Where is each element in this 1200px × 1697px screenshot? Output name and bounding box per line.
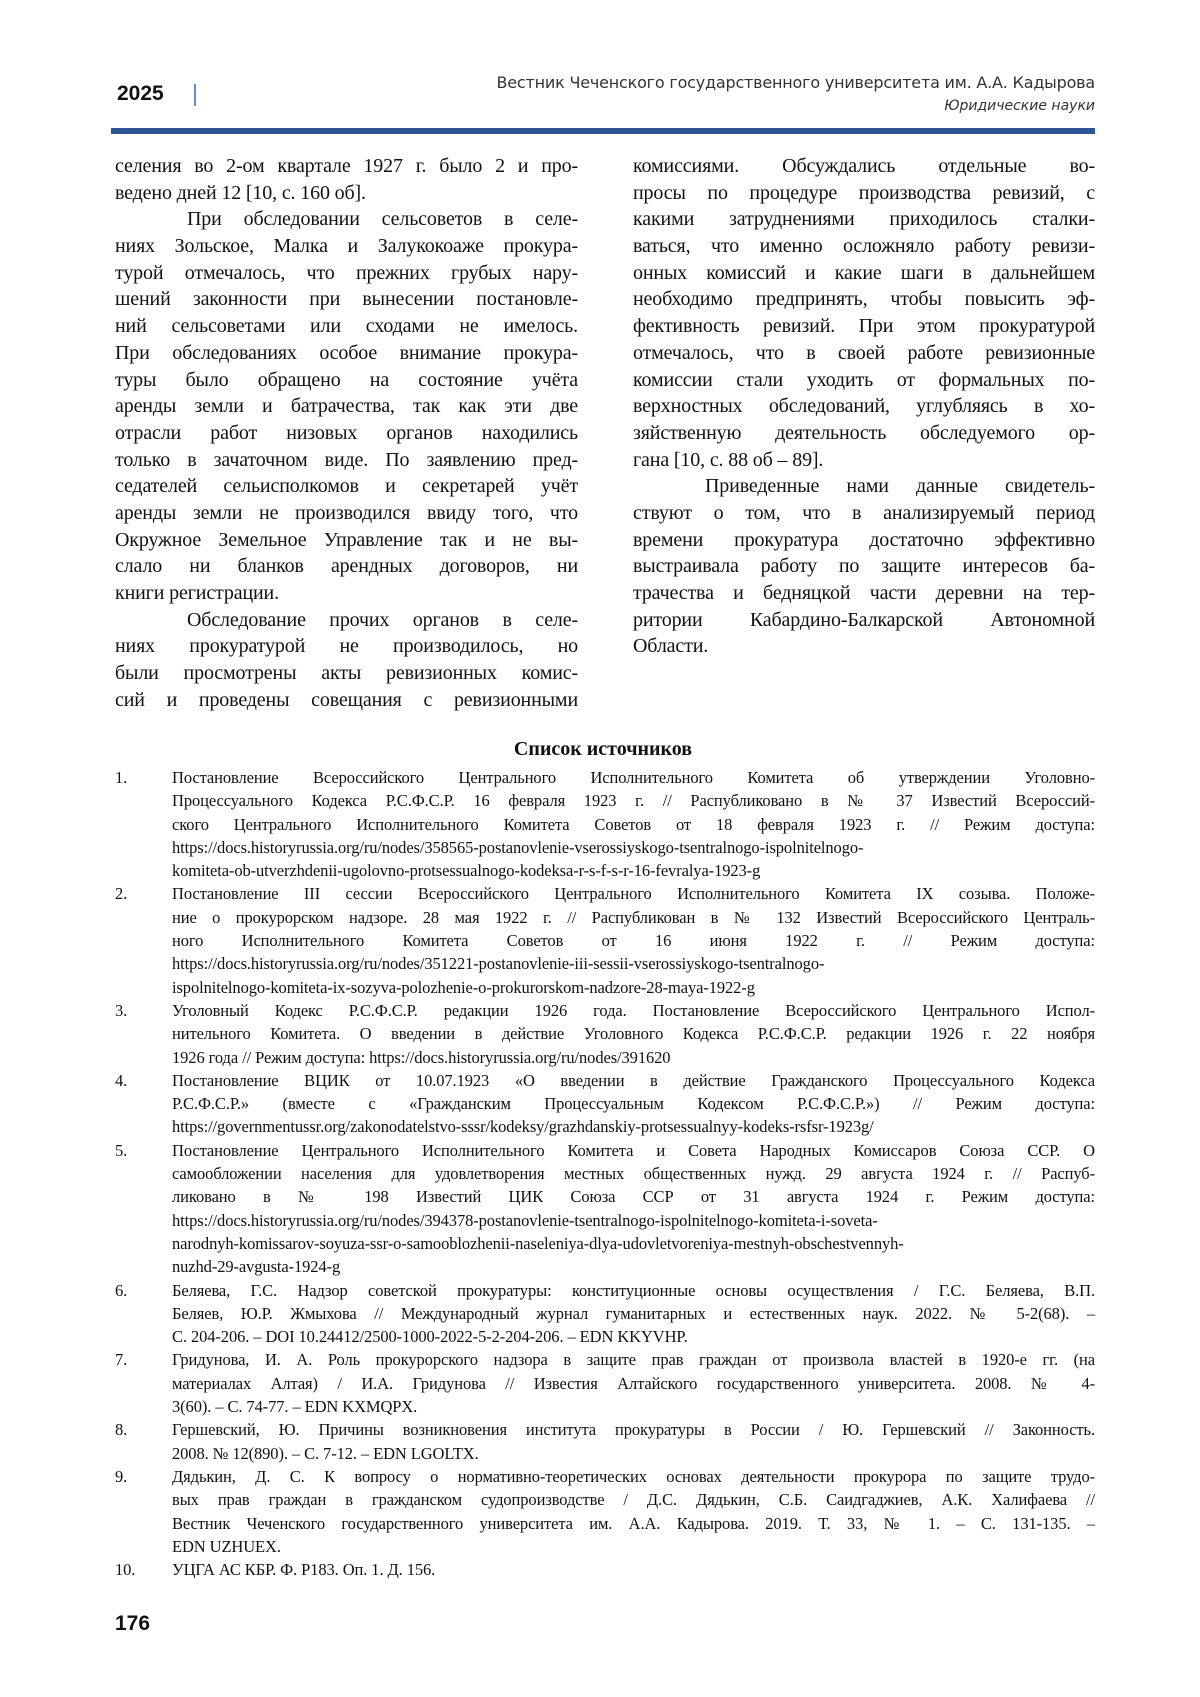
text-line: зяйственную деятельность обследуемого ор- — [633, 420, 1095, 447]
text-line: онных комиссий и какие шаги в дальнейшем — [633, 260, 1095, 287]
body-column-right — [633, 153, 1095, 660]
paragraph — [115, 153, 578, 206]
reference-line: Беляев, Ю.Р. Жмыхова // Международный журнал гуманитарных и естественных наук. 2022. № 5-2(68). – — [172, 1302, 1095, 1325]
text-line: шений законности при вынесении постановле- — [115, 286, 578, 313]
reference-item — [115, 999, 1095, 1069]
text-line: аренды земли не производился ввиду того, что — [115, 500, 578, 527]
text-line: слало ни бланков арендных договоров, ни — [115, 553, 578, 580]
reference-number: 4. — [115, 1069, 127, 1092]
text-line: седателей сельисполкомов и секретарей учёт — [115, 473, 578, 500]
text-line: гана [10, с. 88 об – 89]. — [633, 447, 1095, 474]
text-line: отмечалось, что в своей работе ревизионные — [633, 340, 1095, 367]
reference-number: 5. — [115, 1139, 127, 1162]
reference-line: 3(60). – С. 74-77. – EDN KXMQPX. — [172, 1395, 1095, 1418]
text-line: ваться, что именно осложняло работу ревизи- — [633, 233, 1095, 260]
text-line: туры было обращено на состояние учёта — [115, 367, 578, 394]
text-line: турой отмечалось, что прежних грубых нару- — [115, 260, 578, 287]
header-rule — [111, 128, 1095, 134]
reference-line: ликовано в № 198 Известий ЦИК Союза ССР от 31 августа 1924 г. Режим доступа: — [172, 1185, 1095, 1208]
issue-year: 2025 — [117, 82, 164, 106]
text-line: какими затруднениями приходилось сталки- — [633, 206, 1095, 233]
text-line: отрасли работ низовых органов находились — [115, 420, 578, 447]
reference-line: https://docs.historyrussia.org/ru/nodes/351221-postanovlenie-iii-sessii-vserossiyskogo-tsentralnogo- — [172, 952, 1095, 975]
reference-line: нительного Комитета. О введении в действие Уголовного Кодекса Р.С.Ф.С.Р. редакции 1926 г. 22 ноября — [172, 1022, 1095, 1045]
reference-item — [115, 1558, 1095, 1581]
reference-line: Постановление Всероссийского Центрального Исполнительного Комитета об утверждении Уголовно- — [172, 766, 1095, 789]
reference-item — [115, 766, 1095, 882]
reference-line: Гершевский, Ю. Причины возникновения института прокуратуры в России / Ю. Гершевский // Законность. — [172, 1418, 1095, 1441]
reference-number: 10. — [115, 1558, 135, 1581]
reference-line: материалах Алтая) / И.А. Гридунова // Известия Алтайского государственного университета. 2008. № 4- — [172, 1372, 1095, 1395]
paragraph — [115, 206, 578, 606]
reference-line: https://docs.historyrussia.org/ru/nodes/394378-postanovlenie-tsentralnogo-ispolnitelnogo-komiteta-i-soveta- — [172, 1209, 1095, 1232]
reference-line: 2008. № 12(890). – С. 7-12. – EDN LGOLTX. — [172, 1442, 1095, 1465]
reference-line: Беляева, Г.С. Надзор советской прокуратуры: конституционные основы осуществления / Г.С. Беляева, В.П. — [172, 1279, 1095, 1302]
text-line: выстраивала работу по защите интересов ба- — [633, 553, 1095, 580]
reference-item — [115, 1418, 1095, 1465]
references-list — [115, 766, 1095, 1581]
reference-line: Дядькин, Д. С. К вопросу о нормативно-теоретических основах деятельности прокурора по защите трудо- — [172, 1465, 1095, 1488]
text-line: ниях Зольское, Малка и Залукокоаже прокура- — [115, 233, 578, 260]
reference-item — [115, 1139, 1095, 1279]
text-line: фективность ревизий. При этом прокуратурой — [633, 313, 1095, 340]
text-line: ний сельсоветами или сходами не имелось. — [115, 313, 578, 340]
reference-line: УЦГА АС КБР. Ф. Р183. Оп. 1. Д. 156. — [172, 1558, 1095, 1581]
reference-line: Уголовный Кодекс Р.С.Ф.С.Р. редакции 1926 года. Постановление Всероссийского Центрального Испол- — [172, 999, 1095, 1022]
reference-line: https://governmentussr.org/zakonodatelstvo-sssr/kodeksy/grazhdanskiy-protsessualnyy-kodeks-rsfsr-1923g/ — [172, 1115, 1095, 1138]
reference-item — [115, 882, 1095, 998]
text-line: Области. — [633, 633, 1095, 660]
text-line: Приведенные нами данные свидетель- — [633, 473, 1095, 500]
reference-line: https://docs.historyrussia.org/ru/nodes/358565-postanovlenie-vserossiyskogo-tsentralnogo-ispolnitelnogo- — [172, 836, 1095, 859]
reference-line: nuzhd-29-avgusta-1924-g — [172, 1255, 1095, 1278]
reference-line: Постановление III сессии Всероссийского Центрального Исполнительного Комитета IX созыва. Положе- — [172, 882, 1095, 905]
paragraph — [633, 473, 1095, 660]
reference-line: Вестник Чеченского государственного университета им. А.А. Кадырова. 2019. Т. 33, № 1. – С. 131-135. – — [172, 1512, 1095, 1535]
reference-line: Постановление ВЦИК от 10.07.1923 «О введении в действие Гражданского Процессуального Кодекса — [172, 1069, 1095, 1092]
reference-line: Постановление Центрального Исполнительного Комитета и Совета Народных Комиссаров Союза ССР. О — [172, 1139, 1095, 1162]
reference-number: 9. — [115, 1465, 127, 1488]
text-line: были просмотрены акты ревизионных комис- — [115, 660, 578, 687]
header-separator — [194, 84, 196, 106]
text-line: аренды земли и батрачества, так как эти две — [115, 393, 578, 420]
text-line: сий и проведены совещания с ревизионными — [115, 687, 578, 714]
text-line: Окружное Земельное Управление так и не вы- — [115, 527, 578, 554]
reference-line: вых прав граждан в гражданском судопроизводстве / Д.С. Дядькин, С.Б. Саидгаджиев, А.К. Халифаева // — [172, 1488, 1095, 1511]
text-line: ритории Кабардино-Балкарской Автономной — [633, 607, 1095, 634]
text-line: Обследование прочих органов в селе- — [115, 607, 578, 634]
text-line: ведено дней 12 [10, с. 160 об]. — [115, 180, 578, 207]
reference-line: komiteta-ob-utverzhdenii-ugolovno-protsessualnogo-kodeksa-r-s-f-s-r-16-fevralya-1923-g — [172, 859, 1095, 882]
reference-line: С. 204-206. – DOI 10.24412/2500-1000-2022-5-2-204-206. – EDN KKYVHP. — [172, 1325, 1095, 1348]
text-line: При обследованиях особое внимание прокура- — [115, 340, 578, 367]
text-line: просы по процедуре производства ревизий, с — [633, 180, 1095, 207]
reference-item — [115, 1279, 1095, 1349]
reference-line: 1926 года // Режим доступа: https://docs.historyrussia.org/ru/nodes/391620 — [172, 1046, 1095, 1069]
text-line: комиссии стали уходить от формальных по- — [633, 367, 1095, 394]
reference-line: EDN UZHUEX. — [172, 1535, 1095, 1558]
reference-number: 6. — [115, 1279, 127, 1302]
text-line: необходимо предпринять, чтобы повысить эф- — [633, 286, 1095, 313]
reference-line: ние о прокурорском надзоре. 28 мая 1922 г. // Распубликован в № 132 Известий Всероссийского Централь- — [172, 906, 1095, 929]
text-line: верхностных обследований, углубляясь в хо- — [633, 393, 1095, 420]
text-line: комиссиями. Обсуждались отдельные во- — [633, 153, 1095, 180]
text-line: При обследовании сельсоветов в селе- — [115, 206, 578, 233]
reference-number: 8. — [115, 1418, 127, 1441]
reference-line: Р.С.Ф.С.Р.» (вместе с «Гражданским Процессуальным Кодексом Р.С.Ф.С.Р.») // Режим доступа: — [172, 1092, 1095, 1115]
reference-line: Гридунова, И. А. Роль прокурорского надзора в защите прав граждан от произвола властей в 1920-е гг. (на — [172, 1348, 1095, 1371]
reference-number: 1. — [115, 766, 127, 789]
reference-line: ского Центрального Исполнительного Комитета Советов от 18 февраля 1923 г. // Режим доступа: — [172, 813, 1095, 836]
reference-line: ного Исполнительного Комитета Советов от 16 июня 1922 г. // Режим доступа: — [172, 929, 1095, 952]
reference-item — [115, 1348, 1095, 1418]
reference-line: Процессуального Кодекса Р.С.Ф.С.Р. 16 февраля 1923 г. // Распубликовано в № 37 Известий Всероссий- — [172, 789, 1095, 812]
reference-item — [115, 1069, 1095, 1139]
reference-number: 7. — [115, 1348, 127, 1371]
journal-title: Вестник Чеченского государственного университета им. А.А. Кадырова — [497, 73, 1095, 92]
reference-item — [115, 1465, 1095, 1558]
paragraph — [115, 607, 578, 714]
journal-section: Юридические науки — [944, 98, 1095, 114]
text-line: книги регистрации. — [115, 580, 578, 607]
text-line: ниях прокуратурой не производилось, но — [115, 633, 578, 660]
references-heading: Список источников — [0, 738, 1200, 761]
paragraph — [633, 153, 1095, 473]
text-line: только в зачаточном виде. По заявлению пред- — [115, 447, 578, 474]
reference-line: ispolnitelnogo-komiteta-ix-sozyva-polozhenie-o-prokurorskom-nadzore-28-maya-1922-g — [172, 976, 1095, 999]
reference-line: narodnyh-komissarov-soyuza-ssr-o-samooblozhenii-naseleniya-dlya-udovletvoreniya-mestnyh-obschestvennyh- — [172, 1232, 1095, 1255]
reference-number: 2. — [115, 882, 127, 905]
text-line: селения во 2-ом квартале 1927 г. было 2 и про- — [115, 153, 578, 180]
reference-number: 3. — [115, 999, 127, 1022]
body-column-left — [115, 153, 578, 713]
page-number: 176 — [115, 1612, 150, 1636]
reference-line: самообложении населения для удовлетворения местных общественных нужд. 29 августа 1924 г. // Распуб- — [172, 1162, 1095, 1185]
text-line: ствуют о том, что в анализируемый период — [633, 500, 1095, 527]
text-line: времени прокуратура достаточно эффективно — [633, 527, 1095, 554]
text-line: трачества и бедняцкой части деревни на тер- — [633, 580, 1095, 607]
